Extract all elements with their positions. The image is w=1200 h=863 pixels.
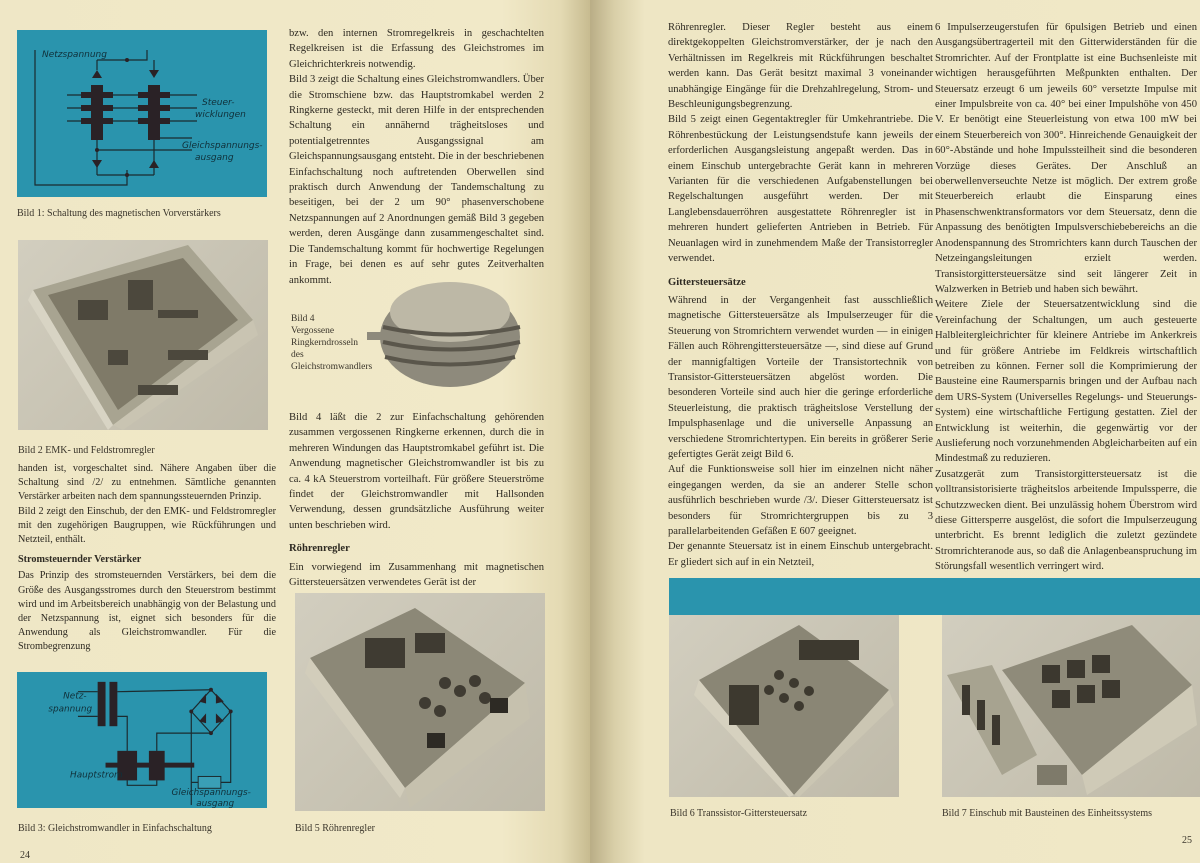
caption-bild4 — [291, 313, 373, 373]
label-wicklungen: wicklungen — [195, 110, 246, 120]
figure-bild1-diagram — [17, 30, 267, 197]
label-gleichspannungs: Gleichspannungs- — [182, 141, 263, 151]
photo-bild4-ringkerndrosseln — [365, 272, 530, 392]
label-netzspannung: Netzspannung — [42, 50, 107, 60]
figure-bild3-diagram — [17, 672, 267, 808]
paragraph: Das Prinzip des stromsteuernden Verstärkers, bei dem die Größe des Ausgangsstromes durch den Steuerstrom bestimmt wird und im Arbeitsbereich unabhängig von der Belastung und der Netzspannung ist, eignet sich besonders für die Anwendung als Gleichstromwandler. Für die Strombegrenzung — [18, 570, 276, 653]
ringkern-photo-placeholder — [365, 272, 530, 392]
section-heading-roehrenregler: Röhrenregler — [289, 543, 350, 555]
left-column-1 — [18, 462, 276, 655]
photo-bild2-emk-feldstromregler — [18, 240, 268, 430]
equipment-photo-placeholder — [18, 240, 268, 430]
circuit-diagram-vorverstaerker — [17, 30, 267, 197]
paragraph: 6 Impulserzeugerstufen für 6pulsigen Betrieb und einen Ausgangsübertragerteil mit den Gitterwiderständen für die Stromrichter. Auf der Frontplatte ist eine Buchsenleiste mit wichtigen herausgeführten Meßpunkten enthalten. Der Steuersatz erzeugt 6 um jeweils 60° versetzte Impulse mit einer Impulsbreite von ca. 40° bei einer Impulshöhe von 450 V. Er benötigt eine Steuerleistung von etwa 100 mW bei einem Steuerbereich von 300°. Hinreichende Genauigkeit der 60°-Abstände und hohe Impulssteilheit sind die besonderen Vorzüge dieses Gerätes. Der Anschluß an oberwellenverseuchte Netze ist möglich. Der extrem große Steuerbereich erlaubt die Einsparung eines Phasenschwenktransformators vor dem Steuersatz, denn die Anpassung des benötigten Impulsverschiebebereichs an die Anodenspannung des Stromrichters kann durch Tauschen der Netzeingangsleitungen erzielt werden. Transistorgittersteuersätze sind seit längerer Zeit in Walzwerken in Betrieb und haben sich bewährt. — [935, 22, 1197, 295]
label-ausgang: ausgang — [196, 799, 235, 808]
paragraph: Bild 3 zeigt die Schaltung eines Gleichstromwandlers. Über die Stromschiene bzw. das Hauptstromkabel werden 2 Ringkerne gesteckt, mit deren Hilfe in der entsprechenden Schaltung ein annähernd trägheitsloses und potentialgetrenntes Ausgangssignal am Gleichspannungsausgang entsteht. Die in der beschriebenen Einfachschaltung noch auftretenden Oberwellen sind praktisch durch Anwendung der Tandemschaltung zu beseitigen, bei der 2 um 90° phasenverschobene Netzspannungen auf 2 Anordnungen gemäß Bild 3 gegeben werden, deren Ausgänge dann zusammengeschaltet sind. Die Tandemschaltung kommt für hochwertige Regelungen in Frage, bei denen es auf sehr gutes Zeitverhalten ankommt. — [289, 74, 544, 286]
label-gleichspannungs: Gleichspannungs- — [171, 788, 251, 799]
photo-bild7-einschub — [942, 615, 1200, 797]
paragraph: Während in der Vergangenheit fast ausschließlich magnetische Gittersteuersätze als Impulserzeuger für die Steuerung von Stromrichtern verwendet wurden — in einigen Fällen auch Röhrengittersteuersätze —, sind diese auf Grund der mannigfaltigen Vorteile der Transistortechnik von Transistor-Gittersteuersätzen abgelöst worden. Die besonderen Vorteile sind auch hier die geringe erforderliche Steuerleistung, die praktisch trägheitslose Verstellung der Impulsphasenlage und die universelle Anpassung an verschiedene Stromrichtertypen. Ein bereits in größerer Serie gefertigtes Gerät zeigt Bild 6. — [668, 294, 933, 460]
left-column-2 — [289, 26, 544, 288]
page-number-right: 25 — [1182, 835, 1192, 846]
label-ausgang: ausgang — [195, 153, 234, 163]
paragraph: Ein vorwiegend im Zusammenhang mit magnetischen Gittersteuersätzen verwendetes Gerät ist der — [289, 561, 544, 589]
paragraph: Zusatzgerät zum Transistorgittersteuersatz ist die volltransistorisierte trägheitslos arbeitende Impulssperre, die Schutzzwecken dient. Bei unzulässig hohem Überstrom wird diese Gittersperre ausgelöst, die sofort die Impulserzeugung unterbricht. Es brennt lediglich die zuletzt gezündete Stromrichteranode aus, so daß die Anlagenbeanspruchung im Störungsfall wesentlich verringert wird. — [935, 468, 1197, 573]
section-heading-gittersteuersaetze: Gittersteuersätze — [668, 276, 746, 288]
circuit-diagram-gleichstromwandler — [17, 672, 267, 808]
caption-bild2: Bild 2 EMK- und Feldstromregler — [18, 445, 155, 456]
section-heading-stromsteuernder-verstaerker: Stromsteuernder Verstärker — [18, 554, 142, 566]
paragraph: bzw. den internen Stromregelkreis in geschachtelten Regelkreisen ist die Erfassung des Gleichstromes im Gleichrichterkreis notwendig. — [289, 28, 544, 70]
caption-bild5: Bild 5 Röhrenregler — [295, 823, 375, 834]
caption-bild6: Bild 6 Transsistor-Gittersteuersatz — [670, 808, 808, 819]
caption-bild1: Bild 1: Schaltung des magnetischen Vorverstärkers — [17, 208, 221, 219]
photo-bild5-roehrenregler — [295, 593, 545, 811]
paragraph: handen ist, vorgeschaltet sind. Nähere Angaben über die Schaltung sind /2/ zu entnehmen. Sämtliche genannten Verstärker arbeiten nach dem spannungssteuernden Prinzip. — [18, 463, 276, 503]
photo-bild6-transistor-gittersteuersatz — [669, 615, 899, 797]
paragraph: Bild 5 zeigt einen Gegentaktregler für Umkehrantriebe. Die Röhrenbestückung der Leistungsendstufe kann jeweils der erforderlichen Ausgangsleistung angepaßt werden. Das in einem Einschub untergebrachte Gerät kann in mehreren Varianten für die verschiedenen Aufgabenstellungen bei Regelschaltungen ausgeführt werden. Der mit Langlebensdauerröhren ausgestattete Röhrenregler ist in mehreren hundert gelieferten Antrieben in Betrieb. Für Neuanlagen wird in zunehmendem Maße der Transistorregler verwendet. — [668, 114, 933, 265]
left-page — [0, 0, 590, 863]
label-hauptstrom: Hauptstrom — [70, 770, 123, 781]
paragraph: Bild 2 zeigt den Einschub, der den EMK- und Feldstromregler mit den zugehörigen Baugruppen, wie Rückführungen und Netzteil, enthält. — [18, 505, 276, 546]
paragraph: Auf die Funktionsweise soll hier im einzelnen nicht näher eingegangen werden, da sie an anderer Stelle schon ausführlich beschrieben wurde /3/. Dieser Gittersteuersatz ist besonders für Stromrichtergruppen bis zu 3 parallelarbeitenden Gefäßen E 607 geeignet. — [668, 464, 933, 537]
page-number-left: 24 — [20, 850, 30, 861]
paragraph: Röhrenregler. Dieser Regler besteht aus einem direktgekoppelten Gleichstromverstärker, der je nach den Verhältnissen im Regelkreis mit Rückführungen beschaltet werden kann. Das Gerät besitzt maximal 3 voneinander unabhängige Eingänge für die Drehzahlregelung, Strom- und Beschleunigungsbegrenzung. — [668, 22, 933, 111]
right-column-2 — [935, 20, 1197, 575]
roehrenregler-photo-placeholder — [295, 593, 545, 811]
left-column-2b — [289, 410, 544, 590]
right-page — [590, 0, 1200, 863]
einschub-photo-placeholder — [942, 615, 1200, 797]
gittersteuersatz-photo-placeholder — [669, 615, 899, 797]
label-steuer: Steuer- — [202, 98, 235, 108]
caption-bild7: Bild 7 Einschub mit Bausteinen des Einheitssystems — [942, 808, 1152, 819]
paragraph: Weitere Ziele der Steuersatzentwicklung sind die Vereinfachung der Schaltungen, um auch gesteuerte Halbleitergleichrichter für kleinere Antriebe im Ankerkreis und für größere Antriebe im Feldkreis wirtschaftlich betreiben zu können. Ferner soll die Komprimierung der Bausteine eine Raumersparnis bringen und der Aufbau nach dem URS-System (Universelles Regelungs- und Steuerungs-System) eine wirtschaftliche Fertigung gestatten. Ziel der Entwicklung ist weiterhin, die gegenwärtig vor der Auslieferung noch vorzunehmenden Abgleicharbeiten auf ein Mindestmaß zu reduzieren. — [935, 299, 1197, 465]
label-spannung: spannung — [48, 704, 93, 715]
right-column-1 — [668, 20, 933, 570]
paragraph: Bild 4 läßt die 2 zur Einfachschaltung gehörenden zusammen vergossenen Ringkerne erkennen, durch die in mehreren Windungen das Hauptstromkabel geführt ist. Die Anwendung magnetischer Gleichstromwandler ist bis zu ca. 4 kA Steuerstrom vorteilhaft. Für größere Steuerströme findet der Gleichstromwandler mit Hallsonden Verwendung, dessen grundsätzliche Ausführung weiter unten beschrieben wird. — [289, 412, 544, 531]
caption-bild4-text: Bild 4 Vergossene Ringkerndrosseln des Gleichstromwandlers — [291, 314, 373, 372]
paragraph: Der genannte Steuersatz ist in einem Einschub untergebracht. Er gliedert sich auf in ein Netzteil, — [668, 541, 933, 568]
caption-bild3: Bild 3: Gleichstromwandler in Einfachschaltung — [18, 823, 212, 834]
label-netz: Netz- — [63, 691, 87, 702]
teal-band — [669, 578, 1200, 615]
